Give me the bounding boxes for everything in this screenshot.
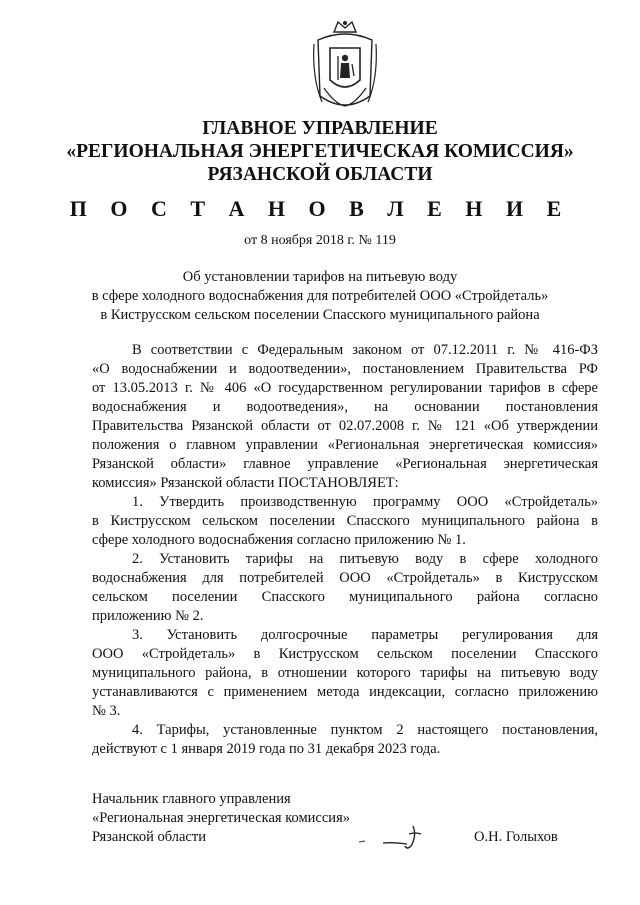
item-line: водоснабжения для потребителей ООО «Стройдеталь» в Киструсском [92,570,598,586]
item-line: муниципального района, в отношении которого тарифы на питьевую воду [92,665,598,681]
preamble-line: «О водоснабжении и водоотведении», постановлением Правительства РФ [92,361,598,377]
preamble-line: Рязанской области» главное управление «Региональная энергетическая [92,456,598,472]
item-line: № 3. [92,703,121,719]
preamble-line: Правительства Рязанской области от 02.07.2008 г. № 121 «Об утверждении [92,418,598,434]
signatory-title-line-2: «Региональная энергетическая комиссия» [92,810,350,826]
item-line: 1. Утвердить производственную программу ООО «Стройдеталь» [132,494,598,510]
item-line: 4. Тарифы, установленные пунктом 2 настоящего постановления, [132,722,598,738]
preamble-line: водоснабжения и водоотведения», на основании постановления [92,399,598,415]
signatory-title-line-3: Рязанской области [92,829,206,845]
preamble-line: от 13.05.2013 г. № 406 «О государственном регулировании тарифов в сфере [92,380,598,396]
document-type-title: П О С Т А Н О В Л Е Н И Е [69,196,571,221]
preamble-line: положения о главном управлении «Региональная энергетическая комиссия» [92,437,598,453]
item-line: действуют с 1 января 2019 года по 31 декабря 2023 года. [92,741,441,757]
item-line: сельском поселении Спасского муниципального района согласно [92,589,598,605]
coat-of-arms-icon [310,18,380,114]
handwritten-signature [355,816,435,852]
subject-line-1: Об установлении тарифов на питьевую воду [182,269,458,285]
subject-line-3: в Киструсском сельском поселении Спасского муниципального района [100,307,540,323]
subject-line-2: в сфере холодного водоснабжения для потребителей ООО «Стройдеталь» [91,288,549,304]
item-line: 2. Установить тарифы на питьевую воду в сфере холодного [132,551,598,567]
signatory-title-line-1: Начальник главного управления [92,791,291,807]
signatory-name: О.Н. Голыхов [474,829,558,845]
item-line: устанавливаются с применением метода индексации, согласно приложению [92,684,598,700]
header-line-1: ГЛАВНОЕ УПРАВЛЕНИЕ [202,118,438,139]
item-line: в Киструсском сельском поселении Спасского муниципального района в [92,513,598,529]
header-line-2: «РЕГИОНАЛЬНАЯ ЭНЕРГЕТИЧЕСКАЯ КОМИССИЯ» [66,141,574,162]
preamble-line: В соответствии с Федеральным законом от 07.12.2011 г. № 416-ФЗ [132,342,598,358]
header-line-3: РЯЗАНСКОЙ ОБЛАСТИ [207,164,433,185]
item-line: сфере холодного водоснабжения согласно приложению № 1. [92,532,466,548]
preamble-line: комиссия» Рязанской области ПОСТАНОВЛЯЕТ: [92,475,399,491]
item-line: приложению № 2. [92,608,204,624]
item-line: 3. Установить долгосрочные параметры регулирования для [132,627,598,643]
document-date-number: от 8 ноября 2018 г. № 119 [244,233,396,248]
item-line: ООО «Стройдеталь» в Киструсском сельском поселении Спасского [92,646,598,662]
